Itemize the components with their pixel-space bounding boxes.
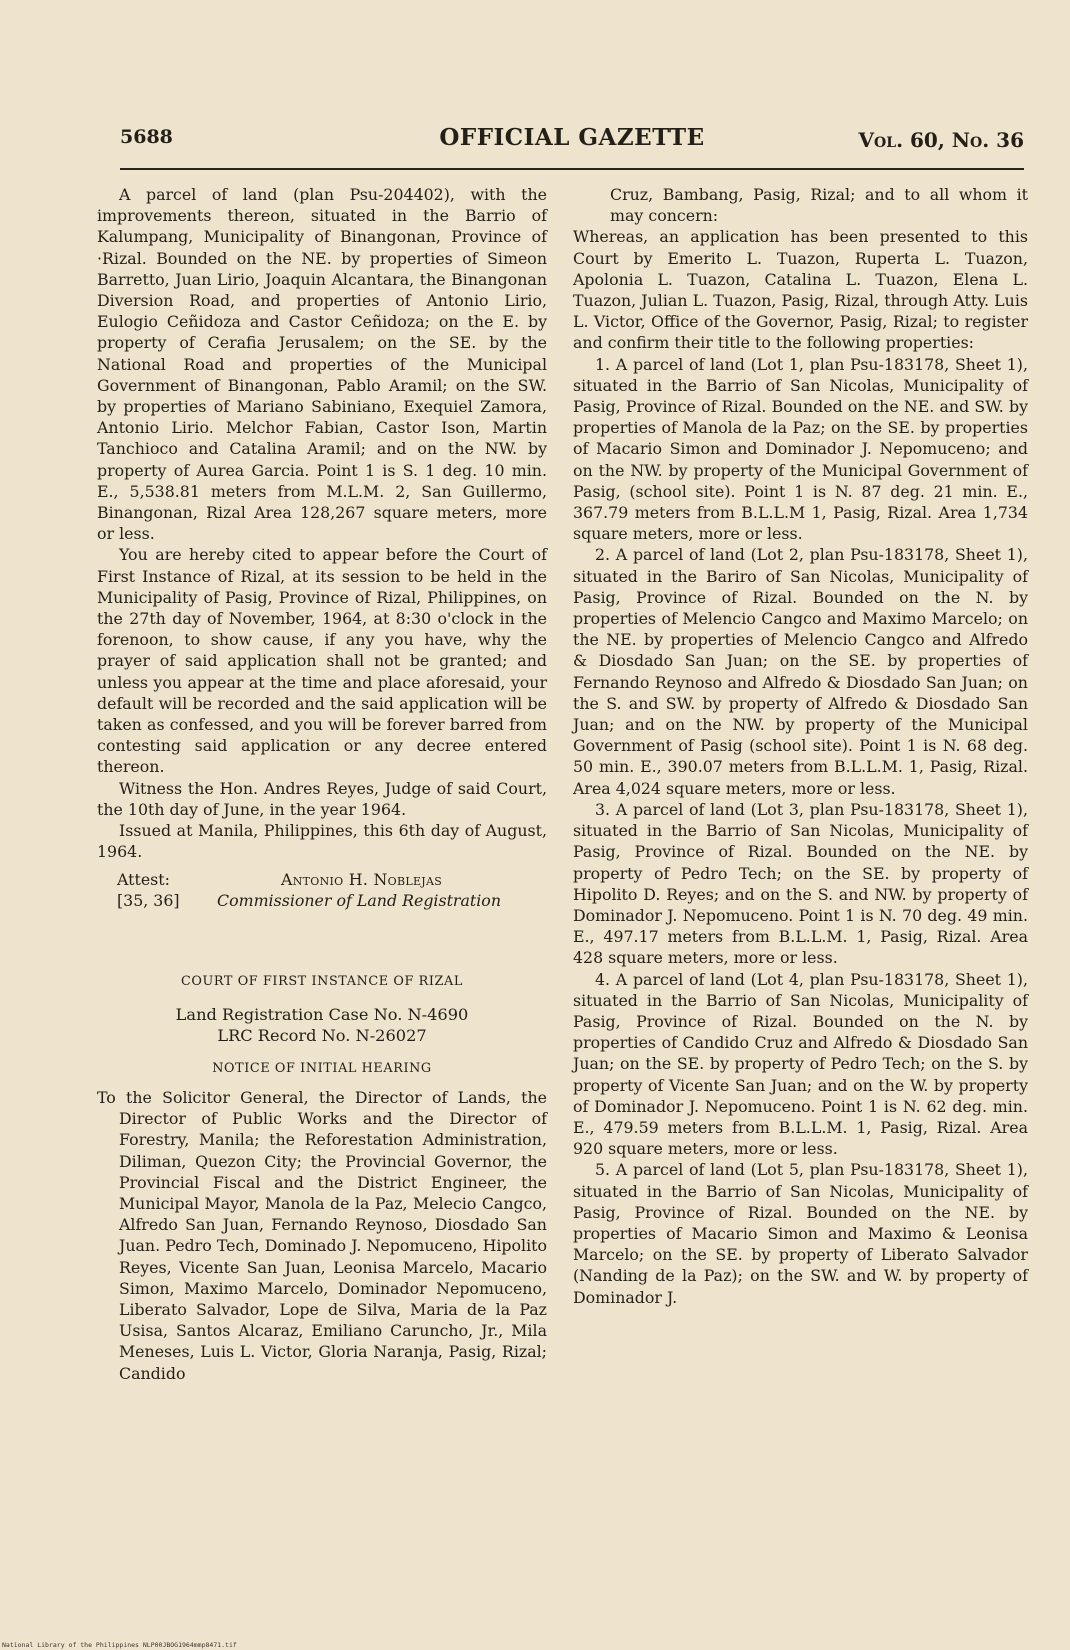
attest-label: Attest:: [117, 869, 170, 889]
property-item-2: 2. A parcel of land (Lot 2, plan Psu-183178, Sheet 1), situated in the Bariro of San Nicolas, Municipality of Pasig, Province of Rizal. Bounded on the N. by properties of Melencio Cangco and Maximo Marcelo; on the NE. by properties of Melencio Cangco and Alfredo & Diosdado San Juan; on the SE. by properties of Fernando Reynoso and Alfredo & Diosdado San Juan; on the S. and SW. by property of Alfredo & Diosdado San Juan; and on the NW. by property of the Municipal Government of Pasig (school site). Point 1 is N. 68 deg. 50 min. E., 390.07 meters from B.L.L.M. 1, Pasig, Rizal. Area 4,024 square meters, more or less.: [573, 545, 1028, 798]
case-number: Land Registration Case No. N-4690: [175, 1004, 469, 1024]
property-item-3: 3. A parcel of land (Lot 3, plan Psu-183178, Sheet 1), situated in the Barrio of San Nicolas, Municipality of Pasig, Province of Rizal. Bounded on the NE. by property of Pedro Tech; on the SE. by property of Hipolito D. Reyes; and on the S. and NW. by property of Dominador J. Nepomuceno. Point 1 is N. 70 deg. 49 min. E., 497.17 meters from B.L.L.M. 1, Pasig, Rizal. Area 428 square meters, more or less.: [573, 799, 1028, 968]
signatory-name: Antonio H. Noblejas: [281, 869, 443, 889]
land-description-paragraph: A parcel of land (plan Psu-204402), with the improvements thereon, situated in the Barrio of Kalumpang, Municipality of Binangonan, Province of ·Rizal. Bounded on the NE. by properties of Simeon Barretto, Juan Lirio, Joaquin Alcantara, the Binangonan Diversion Road, and properties of Antonio Lirio, Eulogio Ceñidoza and Castor Ceñidoza; on the E. by property of Cerafia Jerusalem; on the SE. by the National Road and properties of the Municipal Government of Binangonan, Pablo Aramil; on the SW. by properties of Mariano Sabiniano, Exequiel Zamora, Antonio Lirio. Melchor Fabian, Castor Ison, Martin Tanchioco and Catalina Aramil; and on the NW. by property of Aurea Garcia. Point 1 is S. 1 deg. 10 min. E., 5,538.81 meters from M.L.M. 2, San Guillermo, Binangonan, Rizal Area 128,267 square meters, more or less.: [97, 185, 547, 544]
publication-title: OFFICIAL GAZETTE: [439, 124, 705, 151]
addressees-paragraph: To the Solicitor General, the Director of Lands, the Director of Public Works and the Director of Forestry, Manila; the Reforestation Administration, Diliman, Quezon City; the Provincial Governor, the Provincial Fiscal and the District Engineer, the Municipal Mayor, Manola de la Paz, Melecio Cangco, Alfredo San Juan, Fernando Reynoso, Diosdado San Juan. Pedro Tech, Dominado J. Nepomuceno, Hipolito Reyes, Vicente San Juan, Leonisa Marcelo, Macario Simon, Maximo Marcelo, Dominador Nepomuceno, Liberato Salvador, Lope de Silva, Maria de la Paz Usisa, Santos Alcaraz, Emiliano Caruncho, Jr., Mila Meneses, Luis L. Victor, Gloria Naranja, Pasig, Rizal; Candido: [97, 1087, 547, 1383]
property-item-5: 5. A parcel of land (Lot 5, plan Psu-183178, Sheet 1), situated in the Barrio of San Nicolas, Municipality of Pasig, Province of Rizal. Bounded on the NE. by properties of Macario Simon and Maximo & Leonisa Marcelo; on the SE. by property of Liberato Salvador (Nanding de la Paz); on the SW. and W. by property of Dominador J.: [573, 1160, 1028, 1307]
lrc-record-number: LRC Record No. N-26027: [217, 1025, 427, 1045]
signatory-title: Commissioner of Land Registration: [217, 890, 501, 910]
case-number-block: [97, 1004, 547, 1046]
header-rule: [120, 168, 1024, 170]
right-column: [573, 184, 1028, 1308]
attestation-block: [97, 869, 547, 913]
scan-source-footer: National Library of the Philippines NLP00JBOG1964mmp8471.tif: [2, 1641, 237, 1649]
issued-paragraph: Issued at Manila, Philippines, this 6th day of August, 1964.: [97, 821, 547, 862]
page-number: 5688: [120, 126, 173, 148]
issue-reference: [35, 36]: [117, 890, 180, 910]
notice-heading: NOTICE OF INITIAL HEARING: [212, 1060, 432, 1076]
witness-paragraph: Witness the Hon. Andres Reyes, Judge of said Court, the 10th day of June, in the year 1964.: [97, 778, 547, 819]
citation-paragraph: You are hereby cited to appear before the Court of First Instance of Rizal, at its session to be held in the Municipality of Pasig, Province of Rizal, Philippines, on the 27th day of November, 1964, at 8:30 o'clock in the forenoon, to show cause, if any you have, why the prayer of said application shall not be granted; and unless you appear at the time and place aforesaid, your default will be recorded and the said application will be taken as confessed, and you will be forever barred from contesting said application or any decree entered thereon.: [97, 545, 547, 777]
whereas-paragraph: Whereas, an application has been presented to this Court by Emerito L. Tuazon, Ruperta L. Tuazon, Apolonia L. Tuazon, Catalina L. Tuazon, Elena L. Tuazon, Julian L. Tuazon, Pasig, Rizal, through Atty. Luis L. Victor, Office of the Governor, Pasig, Rizal; to register and confirm their title to the following properties:: [573, 227, 1028, 353]
page-header: [120, 126, 1024, 162]
left-column: [97, 184, 547, 1384]
property-item-4: 4. A parcel of land (Lot 4, plan Psu-183178, Sheet 1), situated in the Barrio of San Nicolas, Municipality of Pasig, Province of Rizal. Bounded on the N. by properties of Candido Cruz and Alfredo & Diosdado San Juan; on the SE. by property of Pedro Tech; on the S. by property of Vicente San Juan; and on the W. by property of Dominador J. Nepomuceno. Point 1 is N. 62 deg. min. E., 479.59 meters from B.L.L.M. 1, Pasig, Rizal. Area 920 square meters, more or less.: [573, 969, 1028, 1159]
addressees-continuation: Cruz, Bambang, Pasig, Rizal; and to all whom it may concern:: [610, 185, 1028, 226]
court-heading: COURT OF FIRST INSTANCE OF RIZAL: [181, 973, 463, 989]
property-item-1: 1. A parcel of land (Lot 1, plan Psu-183178, Sheet 1), situated in the Barrio of San Nicolas, Municipality of Pasig, Province of Rizal. Bounded on the NE. and SW. by properties of Manola de la Paz; on the SE. by properties of Macario Simon and Dominador J. Nepomuceno; and on the NW. by property of the Municipal Government of Pasig, (school site). Point 1 is N. 87 deg. 21 min. E., 367.79 meters from B.L.L.M 1, Pasig, Rizal. Area 1,734 square meters, more or less.: [573, 354, 1028, 544]
volume-number: Vol. 60, No. 36: [858, 128, 1024, 152]
